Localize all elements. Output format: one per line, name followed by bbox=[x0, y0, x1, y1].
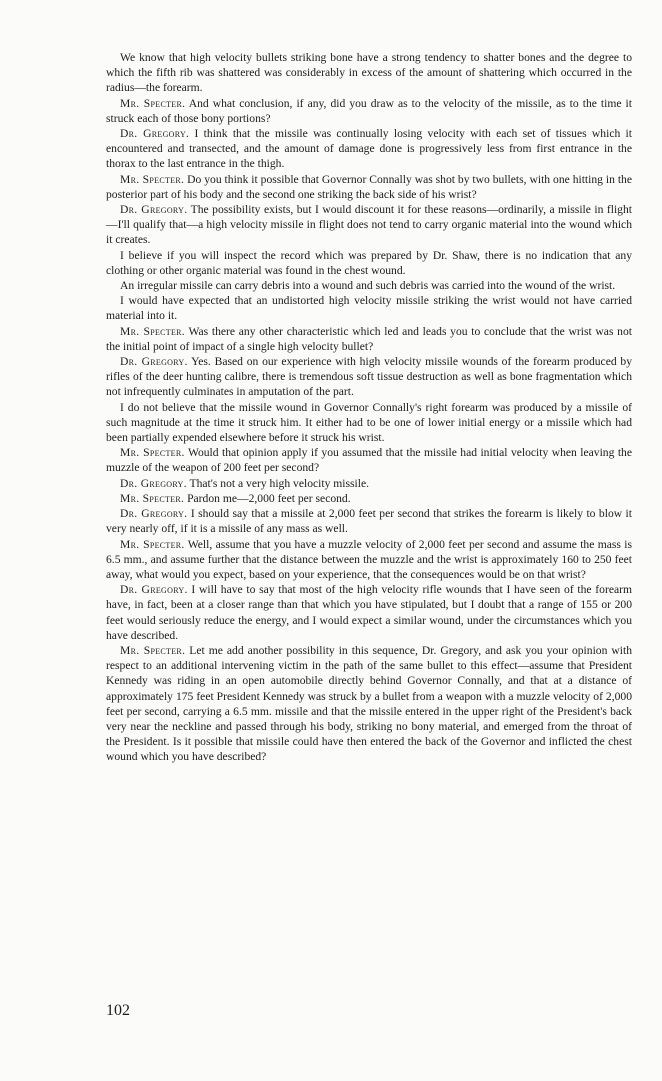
speaker-name: Mr. Specter. bbox=[120, 172, 185, 186]
paragraph-text: We know that high velocity bullets striking bone have a strong tendency to shatter bones and the degree to which the fifth rib was shattered was considerably in excess of the amount of shattering which occurred in the radius—the forearm. bbox=[106, 51, 632, 95]
testimony-paragraph bbox=[106, 126, 632, 172]
speaker-name: Dr. Gregory. bbox=[120, 476, 187, 490]
testimony-paragraph bbox=[106, 172, 632, 202]
paragraph-text: Would that opinion apply if you assumed that the missile had initial velocity when leaving the muzzle of the weapon of 200 feet per second? bbox=[106, 446, 632, 475]
paragraph-text: The possibility exists, but I would discount it for these reasons—ordinarily, a missile in flight—I'll qualify that—a high velocity missile in flight does not tend to carry organic material into the wound which it creates. bbox=[106, 203, 632, 247]
speaker-name: Mr. Specter. bbox=[120, 491, 185, 505]
paragraph-text: Was there any other characteristic which led and leads you to conclude that the wrist was not the initial point of impact of a single high velocity bullet? bbox=[106, 324, 632, 353]
speaker-name: Dr. Gregory. bbox=[120, 203, 188, 217]
speaker-name: Mr. Specter. bbox=[120, 324, 185, 338]
testimony-paragraph bbox=[106, 400, 632, 446]
paragraph-text: And what conclusion, if any, did you draw as to the velocity of the missile, as to the time it struck each of those bony portions? bbox=[106, 96, 632, 125]
testimony-paragraph bbox=[106, 278, 632, 293]
paragraph-text: I do not believe that the missile wound in Governor Connally's right forearm was produced by a missile of such magnitude at the time it struck him. It either had to be one of lower initial energy or a missile which had been partially expended elsewhere before it struck his wrist. bbox=[106, 400, 632, 445]
testimony-paragraph bbox=[106, 324, 632, 354]
paragraph-text: An irregular missile can carry debris into a wound and such debris was carried into the wound of the wrist. bbox=[120, 279, 616, 293]
testimony-paragraph bbox=[106, 643, 632, 765]
speaker-name: Dr. Gregory. bbox=[120, 507, 188, 521]
paragraph-text: Let me add another possibility in this sequence, Dr. Gregory, and ask you your opinion with respect to an additional intervening victim in the path of the same bullet to this effect—assume that President Kennedy was riding in an open automobile directly behind Governor Connally, and that at a distance of approximately 175 feet President Kennedy was struck by a bullet from a weapon with a muzzle velocity of 2,000 feet per second, carrying a 6.5 mm. missile and that the missile entered in the upper right of the President's back very near the neckline and passed through his body, striking no bony material, and emerged from the throat of the President. Is it possible that missile could have then entered the back of the Governor and inflicted the chest wound which you have described? bbox=[106, 643, 632, 764]
paragraph-text: I should say that a missile at 2,000 feet per second that strikes the forearm is likely to blow it very nearly off, if it is a missile of any mass as well. bbox=[106, 507, 632, 536]
testimony-paragraph bbox=[106, 248, 632, 278]
paragraph-text: I think that the missile was continually losing velocity with each set of tissues which it encountered and transected, and the amount of damage done is progressively less from first entrance in the thorax to the last entrance in the thigh. bbox=[106, 127, 633, 171]
testimony-paragraph bbox=[106, 96, 632, 126]
testimony-paragraph bbox=[106, 293, 632, 323]
speaker-name: Mr. Specter. bbox=[120, 96, 186, 110]
paragraph-text: I will have to say that most of the high velocity rifle wounds that I have seen of the forearm have, in fact, been at a closer range than that which you have stipulated, but I doubt that a range of 155 or 200 feet would seriously reduce the energy, and I would expect a similar wound, under the circumstances which you have described. bbox=[106, 583, 633, 642]
speaker-name: Dr. Gregory. bbox=[120, 583, 188, 597]
testimony-paragraph bbox=[106, 537, 632, 583]
paragraph-text: Yes. Based on our experience with high velocity missile wounds of the forearm produced by rifles of the deer hunting calibre, there is tremendous soft tissue destruction as well as bone fragmentation which not infrequently culminates in amputation of the part. bbox=[106, 355, 633, 399]
paragraph-text: I believe if you will inspect the record which was prepared by Dr. Shaw, there is no indication that any clothing or other organic material was found in the chest wound. bbox=[106, 248, 632, 277]
paragraph-text: Well, assume that you have a muzzle velocity of 2,000 feet per second and assume the mass is 6.5 mm., and assume further that the distance between the muzzle and the wrist is approximately 160 to 250 feet away, what would you expect, based on your experience, that the consequences would be on that wrist? bbox=[106, 537, 632, 581]
testimony-paragraph bbox=[106, 476, 632, 491]
speaker-name: Mr. Specter. bbox=[120, 643, 186, 657]
testimony-paragraph bbox=[106, 582, 632, 643]
paragraph-text: Do you think it possible that Governor Connally was shot by two bullets, with one hitting in the posterior part of his body and the second one striking the back side of his wrist? bbox=[106, 172, 632, 201]
paragraph-text: Pardon me—2,000 feet per second. bbox=[187, 491, 351, 505]
testimony-paragraph bbox=[106, 354, 632, 400]
speaker-name: Mr. Specter. bbox=[120, 446, 185, 460]
speaker-name: Dr. Gregory. bbox=[120, 355, 188, 369]
testimony-text bbox=[106, 50, 632, 765]
testimony-paragraph bbox=[106, 50, 632, 96]
paragraph-text: That's not a very high velocity missile. bbox=[189, 476, 370, 490]
testimony-paragraph bbox=[106, 445, 632, 475]
speaker-name: Dr. Gregory. bbox=[120, 127, 190, 141]
testimony-paragraph bbox=[106, 506, 632, 536]
page-number: 102 bbox=[106, 1002, 130, 1019]
testimony-paragraph bbox=[106, 491, 632, 506]
speaker-name: Mr. Specter. bbox=[120, 537, 185, 551]
testimony-paragraph bbox=[106, 202, 632, 248]
paragraph-text: I would have expected that an undistorted high velocity missile striking the wrist would not have carried material into it. bbox=[106, 294, 632, 323]
